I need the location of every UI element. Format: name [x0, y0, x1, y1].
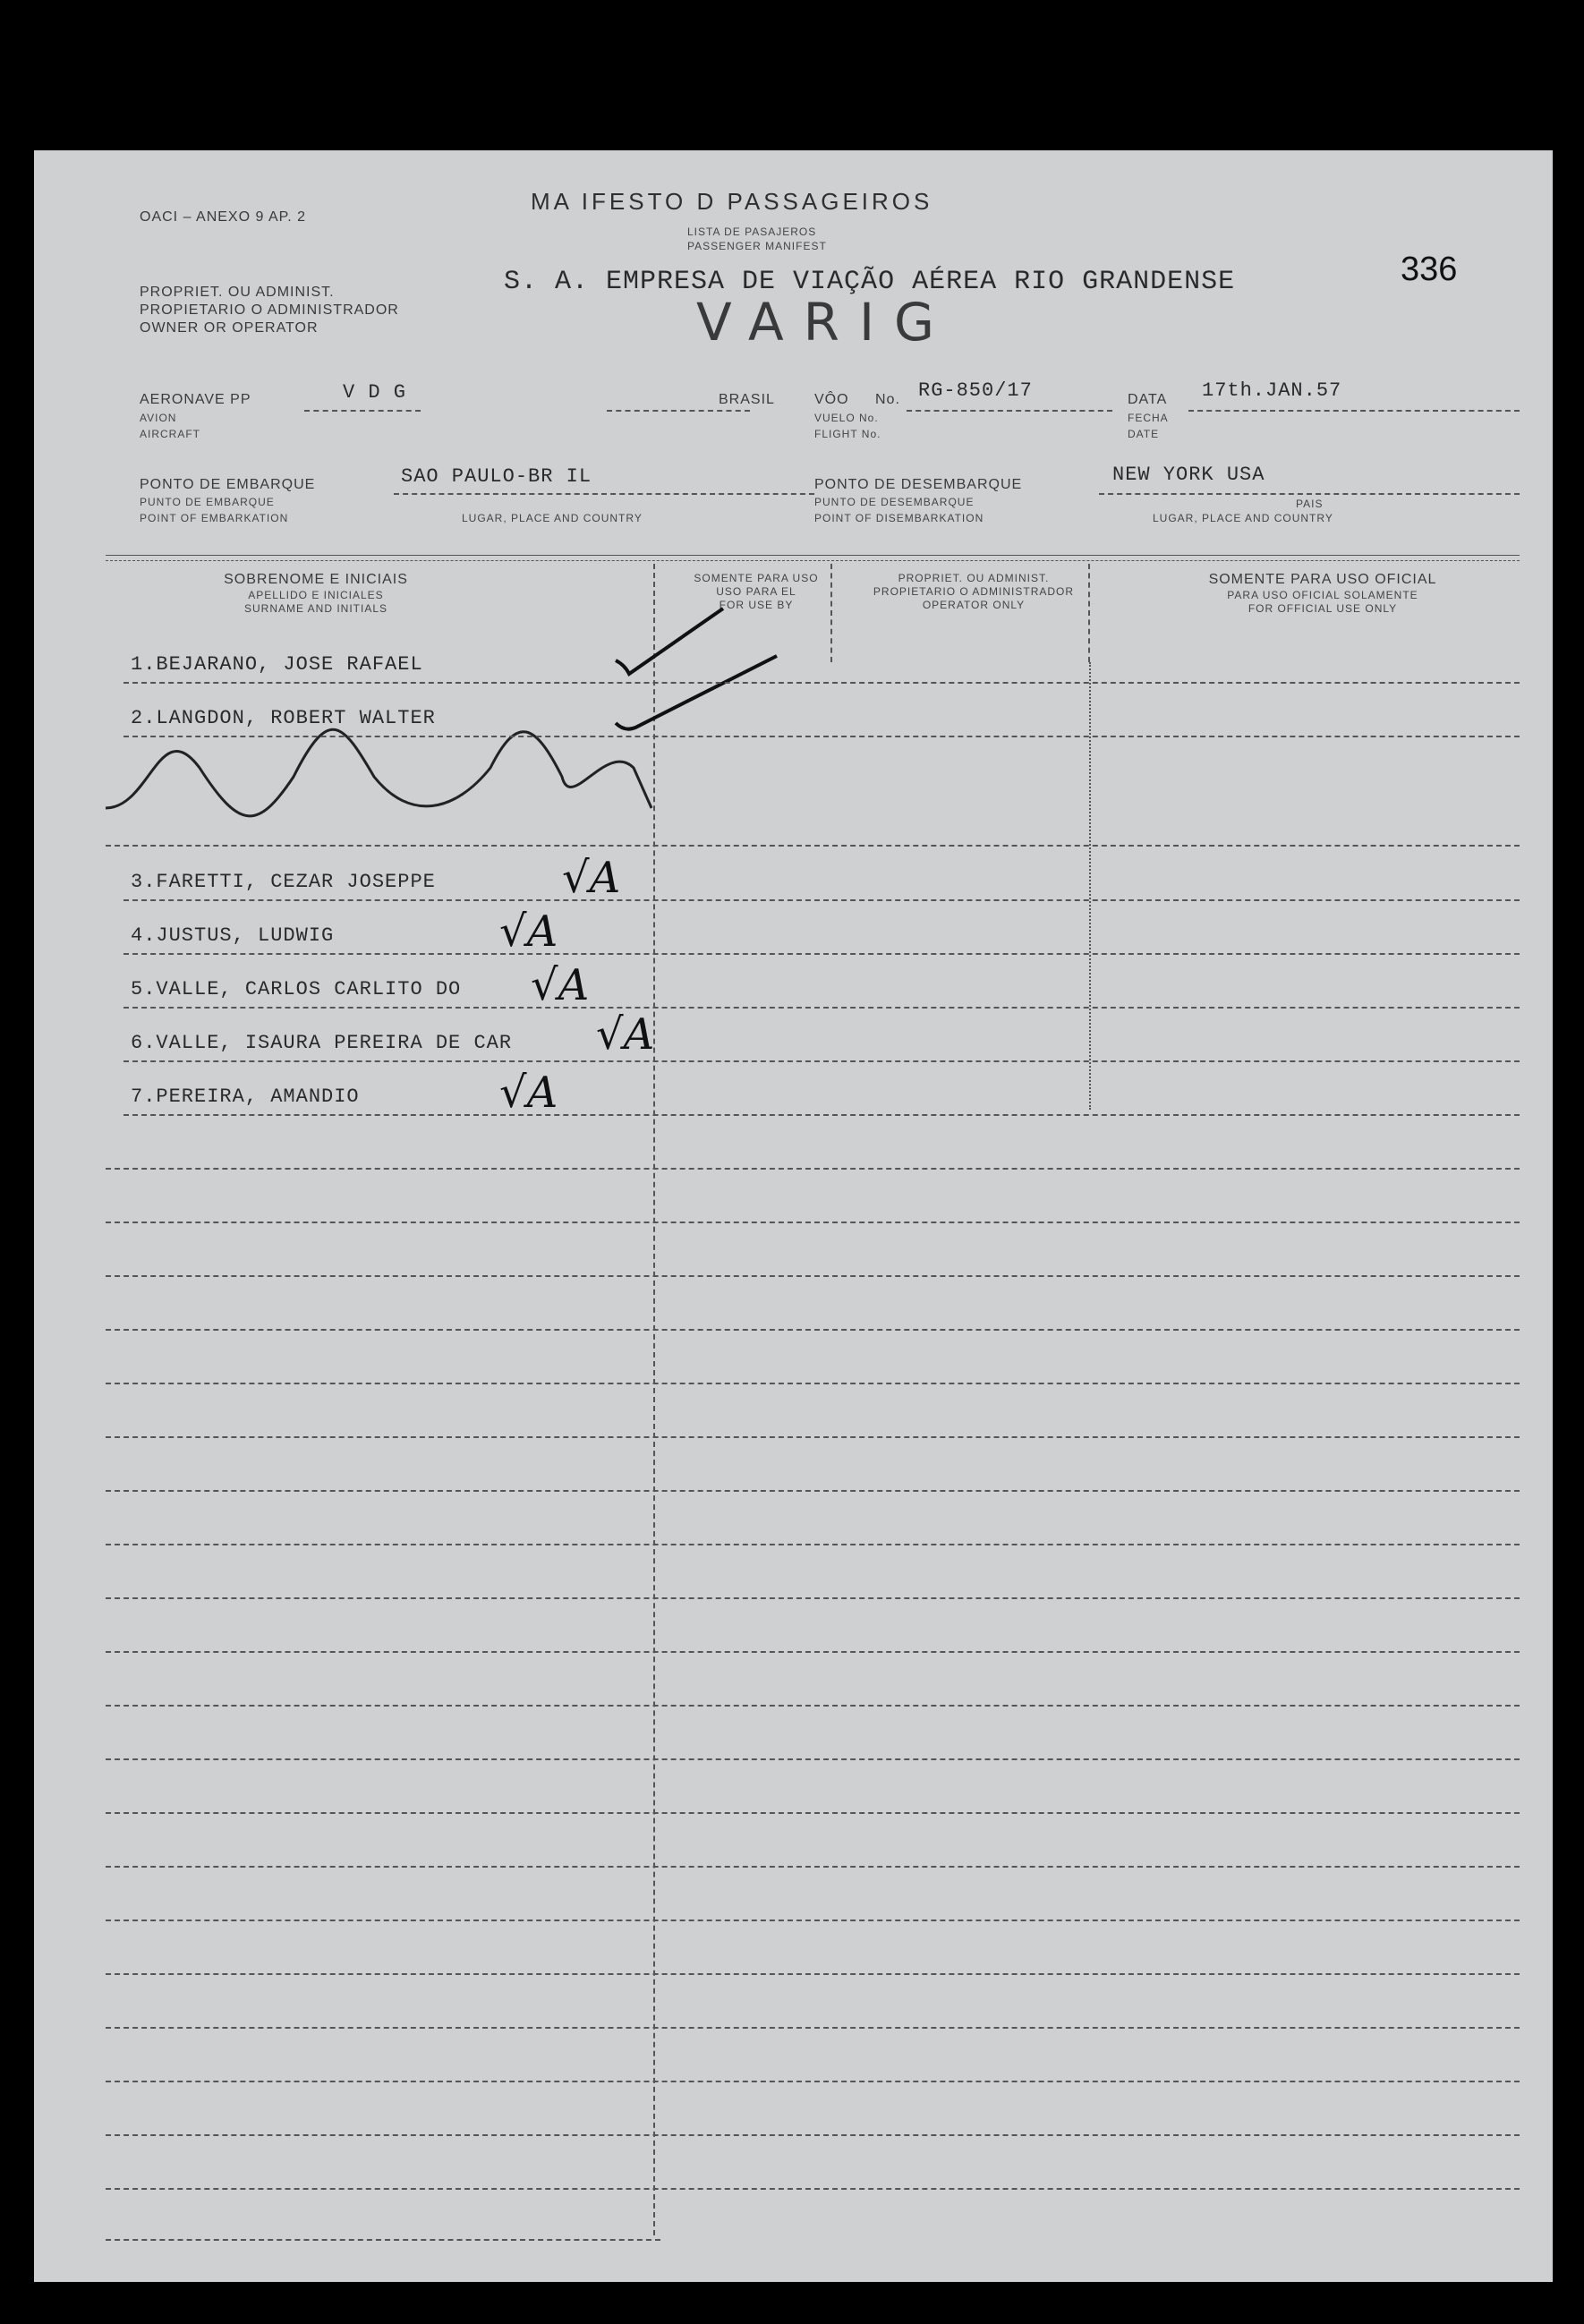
manifest-title-en: PASSENGER MANIFEST — [687, 240, 827, 252]
row-line — [106, 1812, 1520, 1814]
col3-line3: OPERATOR ONLY — [922, 599, 1026, 611]
aircraft-label-pt: AERONAVE PP — [140, 392, 251, 407]
flight-label-en: FLIGHT No. — [814, 428, 881, 440]
row-line — [106, 845, 1520, 847]
check-mark-5: √A — [531, 960, 590, 1010]
row-line — [106, 1544, 1520, 1545]
embark-label-es: PUNTO DE EMBARQUE — [140, 496, 275, 508]
owner-label-es: PROPIETARIO O ADMINISTRADOR — [140, 302, 399, 318]
manifest-title-es: LISTA DE PASAJEROS — [687, 226, 817, 238]
row-line — [123, 953, 1520, 955]
flight-label-es: VUELO No. — [814, 412, 879, 424]
row-line — [106, 1383, 1520, 1384]
check-mark-4: √A — [499, 907, 558, 957]
row-line — [106, 2239, 660, 2241]
row-line — [106, 1651, 1520, 1653]
passenger-3: 3.FARETTI, CEZAR JOSEPPE — [131, 871, 436, 893]
flight-value: RG-850/17 — [918, 379, 1033, 402]
aircraft-value: V D G — [343, 381, 407, 404]
check-mark-6: √A — [596, 1009, 655, 1060]
row-line — [123, 899, 1520, 901]
disembark-label-pt: PONTO DE DESEMBARQUE — [814, 477, 1023, 492]
owner-value: S. A. EMPRESA DE VIAÇÃO AÉREA RIO GRANDENSE — [504, 267, 1236, 297]
row-line — [106, 1275, 1520, 1277]
manifest-sheet — [34, 150, 1553, 2282]
row-line — [106, 1920, 1520, 1921]
col2-line3: FOR USE BY — [719, 599, 794, 611]
passenger-2: 2.LANGDON, ROBERT WALTER — [131, 707, 436, 729]
flag-label: BRASIL — [719, 392, 775, 407]
disembark-sub: LUGAR, PLACE AND COUNTRY — [1153, 512, 1333, 524]
row-line — [106, 2134, 1520, 2136]
name-header-pt: SOBRENOME E INICIAIS — [224, 572, 408, 587]
row-line — [106, 1705, 1520, 1707]
row-line — [106, 1866, 1520, 1868]
disembark-value: NEW YORK USA — [1112, 464, 1265, 486]
embark-value: SAO PAULO-BR IL — [401, 465, 592, 488]
col4-line3: FOR OFFICIAL USE ONLY — [1248, 602, 1398, 615]
aircraft-label-en: AIRCRAFT — [140, 428, 200, 440]
passenger-4: 4.JUSTUS, LUDWIG — [131, 924, 335, 947]
disembark-label-en: POINT OF DISEMBARKATION — [814, 512, 984, 524]
row-line — [106, 1329, 1520, 1331]
row-line — [123, 1114, 1520, 1116]
embark-label-en: POINT OF EMBARKATION — [140, 512, 289, 524]
page-number: 336 — [1401, 251, 1458, 288]
col4-line2: PARA USO OFICIAL SOLAMENTE — [1227, 589, 1418, 601]
owner-label-pt: PROPRIET. OU ADMINIST. — [140, 285, 335, 300]
row-line — [106, 1490, 1520, 1492]
date-label-en: DATE — [1128, 428, 1160, 440]
date-label-es: FECHA — [1128, 412, 1169, 424]
manifest-title: MA IFESTO D PASSAGEIROS — [531, 188, 933, 215]
row-line — [106, 2027, 1520, 2029]
disembark-label-es: PUNTO DE DESEMBARQUE — [814, 496, 975, 508]
date-label: DATA — [1128, 392, 1168, 407]
col2-line1: SOMENTE PARA USO — [694, 572, 819, 584]
row-line — [106, 2188, 1520, 2190]
row-line — [123, 682, 1520, 684]
check-mark-3: √A — [562, 853, 621, 903]
date-value: 17th.JAN.57 — [1202, 379, 1342, 402]
aircraft-label-es: AVION — [140, 412, 177, 424]
name-header-en: SURNAME AND INITIALS — [243, 602, 388, 615]
col3-line2: PROPIETARIO O ADMINISTRADOR — [873, 585, 1075, 598]
col2-line2: USO PARA EL — [716, 585, 796, 598]
col4-line1: SOMENTE PARA USO OFICIAL — [1208, 572, 1437, 587]
row-line — [106, 1597, 1520, 1599]
name-header-es: APELLIDO E INICIALES — [248, 589, 384, 601]
row-line — [106, 1168, 1520, 1170]
row-line — [123, 1007, 1520, 1009]
row-line — [106, 1973, 1520, 1975]
row-line — [106, 2081, 1520, 2082]
embark-sub: LUGAR, PLACE AND COUNTRY — [462, 512, 643, 524]
form-reference: OACI – ANEXO 9 AP. 2 — [140, 209, 307, 225]
passenger-7: 7.PEREIRA, AMANDIO — [131, 1085, 360, 1108]
col3-line1: PROPRIET. OU ADMINIST. — [898, 572, 1050, 584]
embark-label-pt: PONTO DE EMBARQUE — [140, 477, 316, 492]
row-line — [123, 736, 1520, 737]
varig-logo: VARIG — [696, 292, 954, 353]
flight-label: VÔO — [814, 392, 849, 407]
passenger-5: 5.VALLE, CARLOS CARLITO DO — [131, 978, 462, 1000]
row-line — [106, 1436, 1520, 1438]
flight-no-label: No. — [875, 392, 900, 407]
owner-label-en: OWNER OR OPERATOR — [140, 320, 319, 336]
passenger-1: 1.BEJARANO, JOSE RAFAEL — [131, 653, 423, 676]
check-mark-7: √A — [499, 1068, 558, 1118]
handwriting-overlay — [34, 150, 1553, 1135]
disembark-pais: PAIS — [1296, 498, 1324, 510]
row-line — [106, 1758, 1520, 1760]
row-line — [106, 1222, 1520, 1223]
passenger-6: 6.VALLE, ISAURA PEREIRA DE CAR — [131, 1032, 513, 1054]
row-line — [123, 1060, 1520, 1062]
